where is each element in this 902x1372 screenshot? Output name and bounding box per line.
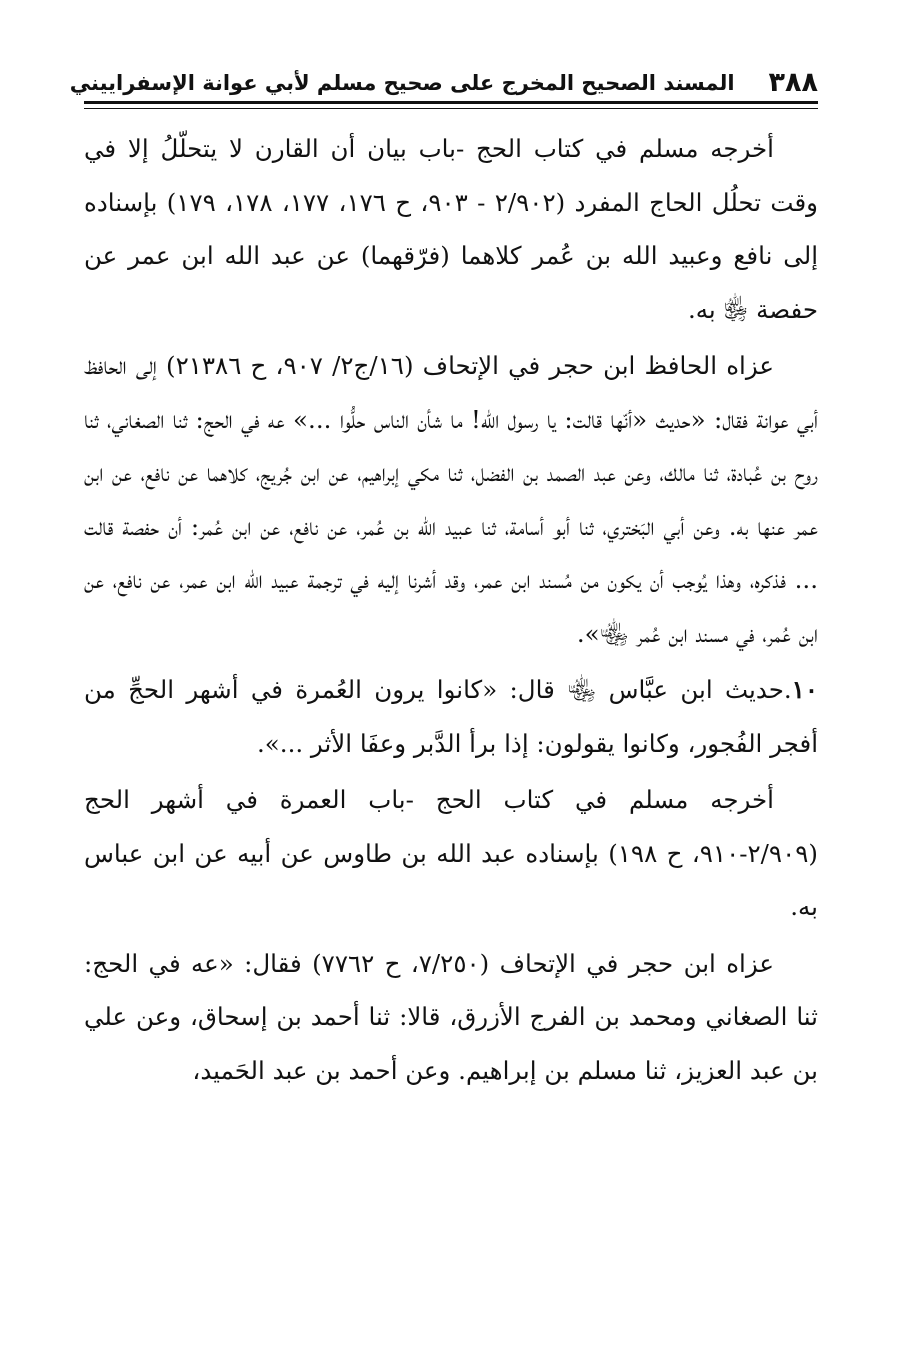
header-rule-thin (84, 108, 818, 109)
paragraph-hadith-10 (84, 663, 818, 770)
paragraph-text: عزاه الحافظ ابن حجر في الإتحاف (١٦/ج٢/ ٩٠٧، ح ٢١٣٨٦) إلى الحافظ أبي عوانة فقال: «حديث «أنّها قالت: يا رسول الله! ما شأن الناس حلُّوا ...» عه في الحج: ثنا الصغاني، ثنا روح بن عُبادة، ثنا مالك، وعن عبد الصمد بن الفضل، ثنا مكي إبراهيم، عن ابن جُريج، كلاهما عن نافع، عن ابن عمر عنها به. وعن أبي البَختري، ثنا أبو أسامة، ثنا عبيد الله بن عُمر، عن نافع، عن ابن عُمر: أن حفصة قالت ... فذكره، وهذا يُوجب أن يكون من مُسند ابن عمر، وقد أشرنا إليه في ترجمة عبيد الله ابن عمر، عن نافع، عن ابن عُمر، في مسند ابن عُمر ﵄». (84, 351, 819, 648)
paragraph-text: أخرجه مسلم في كتاب الحج -باب بيان أن القارن لا يتحلّلُ إلا في وقت تحلُل الحاج المفرد (٢/٩٠٢ - ٩٠٣، ح ١٧٦، ١٧٧، ١٧٨، ١٧٩) بإسناده إلى نافع وعبيد الله بن عُمر كلاهما (فرّقهما) عن عبد الله ابن عمر عن حفصة ﵂ به. (84, 134, 818, 324)
paragraph-takhrij-muslim-hajj (84, 122, 818, 336)
paragraph-takhrij-muslim-umrah (84, 773, 818, 934)
header-rule-thick (84, 101, 818, 104)
paragraph-text: أخرجه مسلم في كتاب الحج -باب العمرة في أشهر الحج (٢/٩٠٩-٩١٠، ح ١٩٨) بإسناده عبد الله بن طاوس عن أبيه عن ابن عباس به. (84, 785, 818, 921)
running-header (69, 66, 818, 100)
paragraph-text: عزاه ابن حجر في الإتحاف (٧/٢٥٠، ح ٧٧٦٢) فقال: «عه في الحج: ثنا الصغاني ومحمد بن الفرج الأزرق، قالا: ثنا أحمد بن إسحاق، وعن علي بن عبد العزيز، ثنا مسلم بن إبراهيم. وعن أحمد بن عبد الحَميد، (84, 948, 818, 1085)
hadith-number: ١٠ (791, 675, 818, 704)
book-title: المسند الصحيح المخرج على صحيح مسلم لأبي عوانة الإسفراييني (69, 71, 735, 95)
paragraph-ibn-hajar-ithaf-2 (84, 937, 818, 1098)
paragraph-text: .حديث ابن عبَّاس ﵄ قال: «كانوا يرون العُمرة في أشهر الحجِّ من أفجر الفُجور، وكانوا يقولون: إذا برأ الدَّبر وعفَا الأثر ...». (84, 675, 818, 758)
page-number: ٣٨٨ (768, 67, 818, 98)
body-text (84, 122, 818, 1100)
paragraph-ibn-hajar-ithaf (84, 339, 818, 660)
